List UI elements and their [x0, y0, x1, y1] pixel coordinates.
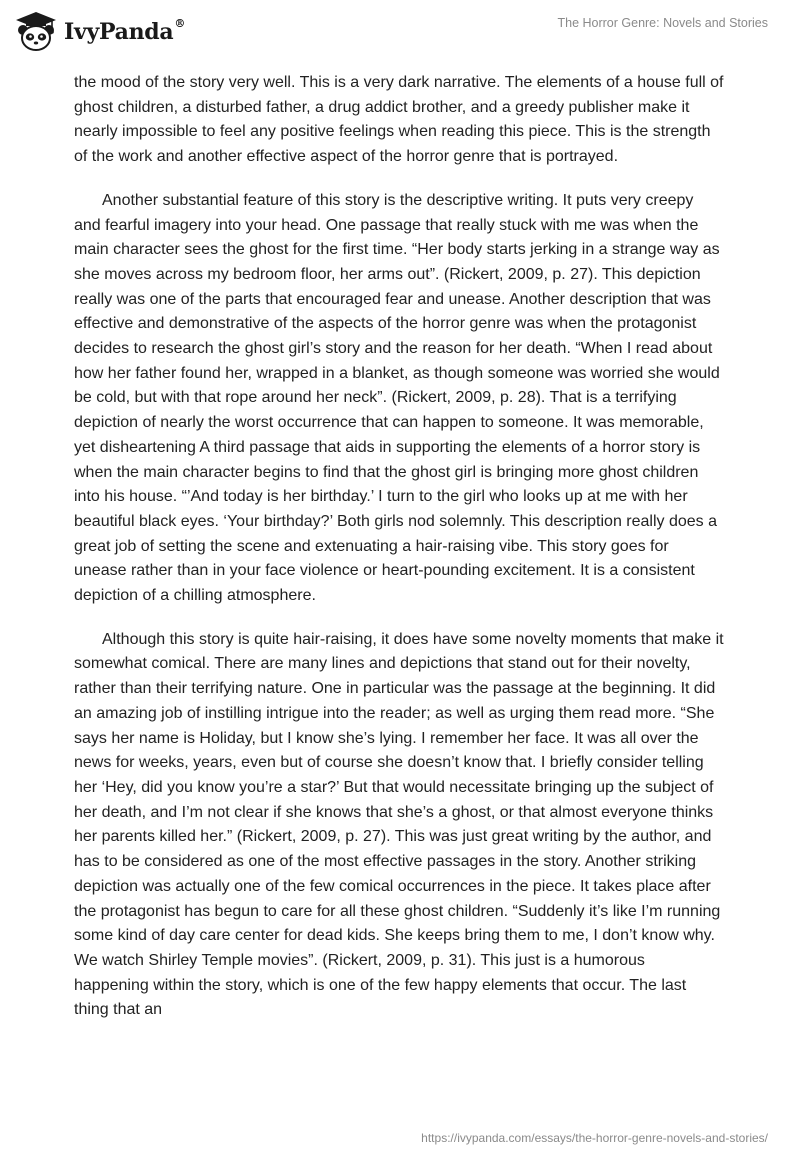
logo-text: IvyPanda: [64, 19, 174, 45]
ivypanda-logo[interactable]: [14, 10, 185, 54]
source-url[interactable]: https://ivypanda.com/essays/the-horror-genre-novels-and-stories/: [421, 1131, 768, 1145]
essay-body: [74, 71, 724, 1023]
logo-wordmark: [64, 19, 185, 45]
paragraph-3: Although this story is quite hair-raising, it does have some novelty moments that make it somewhat comical. There are many lines and depictions that stand out for their novelty, rather than their terrifying nature. One in particular was the passage at the beginning. It did an amazing job of instilling intrigue into the reader; as well as urging them read more. “She says her name is Holiday, but I know she’s lying. I remember her face. It was all over the news for weeks, years, even but of course she doesn’t know that. I briefly consider telling her ‘Hey, did you know you’re a star?’ But that would necessitate bringing up the subject of her death, and I’m not clear if she knows that she’s a ghost, or that almost everyone thinks her parents killed her.” (Rickert, 2009, p. 27). This was just great writing by the author, and has to be considered as one of the most effective passages in the story. Another striking depiction was actually one of the few comical occurrences in the piece. It takes place after the protagonist has begun to care for all these ghost children. “Suddenly it’s like I’m running some kind of day care center for dead kids. She keeps bring them to me, I don’t know why. We watch Shirley Temple movies”. (Rickert, 2009, p. 31). This just is a humorous happening within the story, which is one of the few happy elements that occur. The last thing that an: [74, 630, 724, 1019]
document-title: The Horror Genre: Novels and Stories: [557, 16, 768, 30]
registered-mark: ®: [174, 17, 186, 30]
panda-graduate-icon: [14, 10, 58, 54]
paragraph-1: the mood of the story very well. This is a very dark narrative. The elements of a house full of ghost children, a disturbed father, a drug addict brother, and a greedy publisher make it nearly impossible to feel any positive feelings when reading this piece. This is the strength of the work and another effective aspect of the horror genre that is portrayed.: [74, 74, 724, 166]
paragraph-2: Another substantial feature of this story is the descriptive writing. It puts very creepy and fearful imagery into your head. One passage that really stuck with me was when the main character sees the ghost for the first time. “Her body starts jerking in a strange way as she moves across my bedroom floor, her arms out”. (Rickert, 2009, p. 27). This depiction really was one of the parts that encouraged fear and unease. Another description that was effective and demonstrative of the aspects of the horror genre was when the protagonist decides to research the ghost girl’s story and the reason for her death. “When I read about how her father found her, wrapped in a blanket, as though someone was worried she would be cold, but with that rope around her neck”. (Rickert, 2009, p. 28). That is a terrifying depiction of nearly the worst occurrence that can happen to someone. It was memorable, yet disheartening A third passage that aids in supporting the elements of a horror story is when the main character begins to find that the ghost girl is bringing more ghost children into his house. “’And today is her birthday.’ I turn to the girl who looks up at me with her beautiful black eyes. ‘Your birthday?’ Both girls nod solemnly. This description really does a great job of setting the scene and extenuating a hair-raising vibe. This story goes for unease rather than in your face violence or heart-pounding excitement. It is a consistent depiction of a chilling atmosphere.: [74, 191, 720, 605]
page-header: [0, 0, 800, 70]
